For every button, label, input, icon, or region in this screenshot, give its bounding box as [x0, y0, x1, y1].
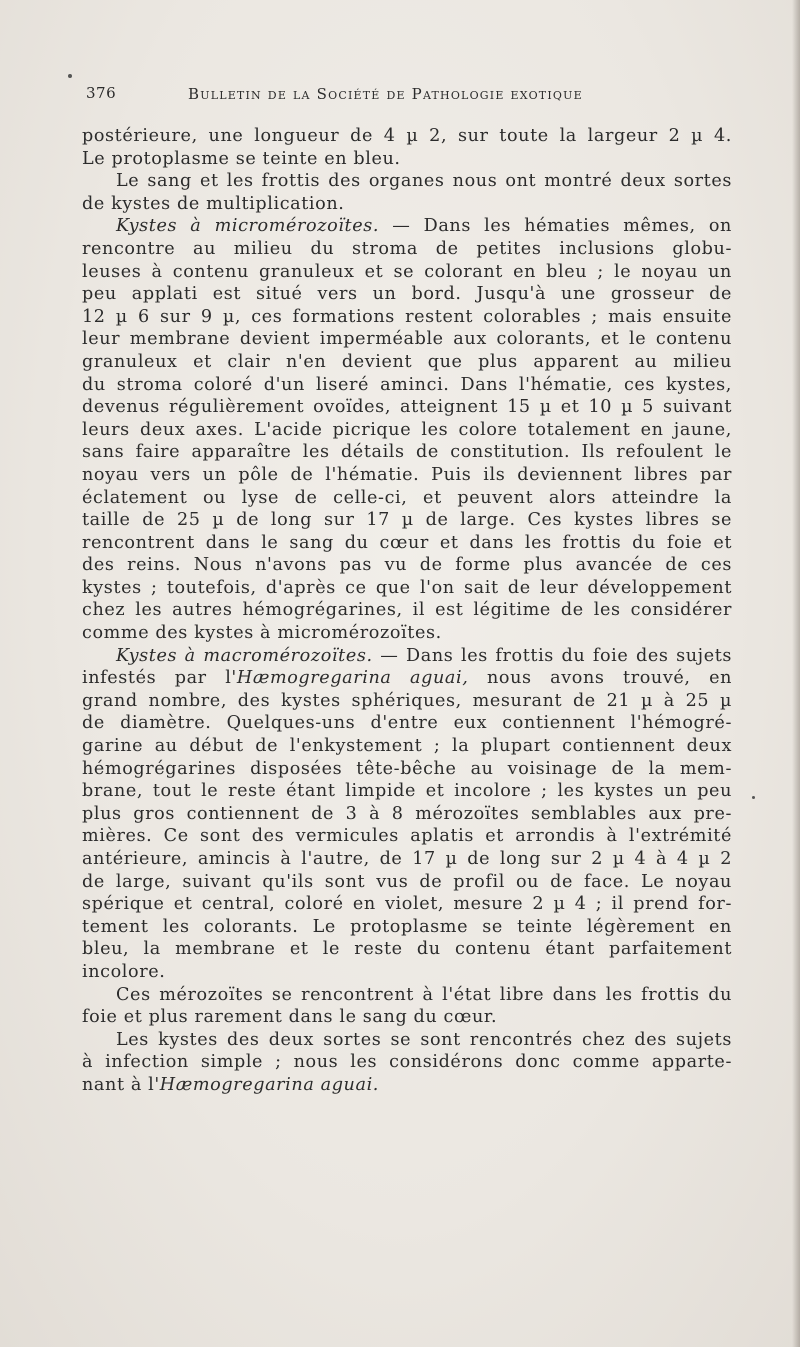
text-line: des reins. Nous n'avons pas vu de forme plus avancée de ces [82, 555, 732, 576]
ink-speck [68, 74, 72, 78]
ink-speck [752, 796, 755, 799]
text-line: hémogrégarines disposées tête-bêche au voisinage de la mem- [82, 758, 732, 779]
text-line: rencontre au milieu du stroma de petites inclusions globu- [82, 238, 732, 259]
text-line: de large, suivant qu'ils sont vus de profil ou de face. Le noyau [82, 871, 732, 892]
text-line: grand nombre, des kystes sphériques, mesurant de 21 µ à 25 µ [82, 690, 732, 711]
text-line: de diamètre. Quelques-uns d'entre eux contiennent l'hémogré- [82, 713, 732, 734]
running-title: Bulletin de la Société de Pathologie exotique [188, 85, 583, 103]
text-line: postérieure, une longueur de 4 µ 2, sur toute la largeur 2 µ 4. [82, 126, 732, 146]
text-line: à infection simple ; nous les considérons donc comme apparte- [82, 1052, 732, 1073]
text-line: leur membrane devient imperméable aux colorants, et le contenu [82, 329, 732, 350]
text-line: éclatement ou lyse de celle-ci, et peuvent alors atteindre la [82, 487, 732, 508]
text-line: taille de 25 µ de long sur 17 µ de large. Ces kystes libres se [82, 510, 732, 531]
text-line: rencontrent dans le sang du cœur et dans les frottis du foie et [82, 532, 732, 553]
text-line: garine au début de l'enkystement ; la plupart contiennent deux [82, 736, 732, 757]
text-line: devenus régulièrement ovoïdes, atteignent 15 µ et 10 µ 5 suivant [82, 397, 732, 418]
text-line: nant à l'Hæmogregarina aguai. [82, 1074, 379, 1095]
text-line: brane, tout le reste étant limpide et incolore ; les kystes un peu [82, 781, 732, 802]
text-line: peu applati est situé vers un bord. Jusqu'à une grosseur de [82, 284, 732, 305]
text-line: bleu, la membrane et le reste du contenu étant parfaitement [82, 939, 732, 960]
text-line: Les kystes des deux sortes se sont rencontrés chez des sujets [116, 1029, 732, 1050]
text-line: plus gros contiennent de 3 à 8 mérozoïtes semblables aux pre- [82, 803, 732, 824]
text-line: infestés par l'Hæmogregarina aguai, nous avons trouvé, en [82, 668, 733, 689]
section-heading: Kystes à macromérozoïtes. [116, 645, 373, 666]
text-line: chez les autres hémogrégarines, il est légitime de les considérer [82, 600, 732, 621]
page-number: 376 [86, 84, 117, 102]
text-line: de kystes de multiplication. [82, 193, 345, 214]
text-line: tement les colorants. Le protoplasme se teinte légèrement en [82, 916, 732, 937]
text-line: leuses à contenu granuleux et se colorant en bleu ; le noyau un [82, 261, 732, 282]
text-line: granuleux et clair n'en devient que plus apparent au milieu [82, 351, 732, 372]
species-name: Hæmogregarina aguai, [236, 668, 469, 689]
text-line: incolore. [82, 961, 166, 982]
text-line: Le sang et les frottis des organes nous ont montré deux sortes [116, 171, 732, 192]
text-line: kystes ; toutefois, d'après ce que l'on sait de leur développement [82, 577, 732, 598]
text-line: antérieure, amincis à l'autre, de 17 µ de long sur 2 µ 4 à 4 µ 2 [82, 849, 732, 869]
text-line: comme des kystes à micromérozoïtes. [82, 623, 442, 644]
text-line: foie et plus rarement dans le sang du cœur. [82, 1007, 498, 1028]
text-line: sans faire apparaître les détails de constitution. Ils refoulent le [82, 442, 732, 463]
page-header [86, 84, 646, 108]
page-edge-shadow [792, 0, 800, 1347]
body-text [82, 125, 732, 1097]
text-line: mières. Ce sont des vermicules aplatis et arrondis à l'extrémité [82, 826, 732, 847]
text-line: noyau vers un pôle de l'hématie. Puis ils deviennent libres par [82, 464, 732, 485]
text-line: Ces mérozoïtes se rencontrent à l'état libre dans les frottis du [116, 984, 732, 1005]
text-line: du stroma coloré d'un liseré aminci. Dans l'hématie, ces kystes, [82, 374, 732, 395]
text-line: 12 µ 6 sur 9 µ, ces formations restent colorables ; mais ensuite [82, 306, 732, 327]
text-line: Kystes à micromérozoïtes. — Dans les hématies mêmes, on [116, 216, 732, 237]
text-line: Kystes à macromérozoïtes. — Dans les frottis du foie des sujets [116, 645, 733, 666]
text-line: Le protoplasme se teinte en bleu. [82, 148, 401, 169]
species-name: Hæmogregarina aguai. [159, 1074, 379, 1095]
section-heading: Kystes à micromérozoïtes. [116, 216, 380, 237]
text-line: leurs deux axes. L'acide picrique les colore totalement en jaune, [82, 419, 732, 440]
text-line: spérique et central, coloré en violet, mesure 2 µ 4 ; il prend for- [82, 894, 732, 915]
